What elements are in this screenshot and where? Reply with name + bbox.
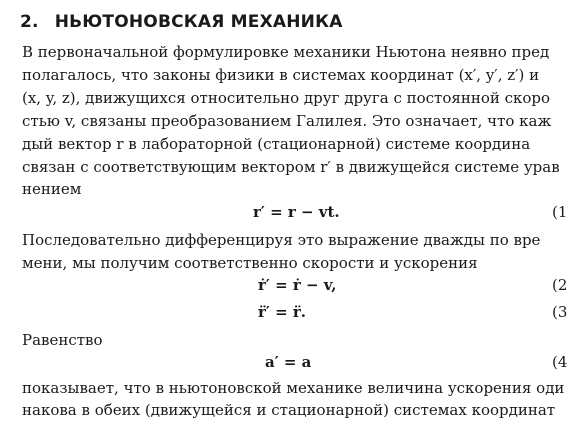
section-heading [20, 12, 343, 32]
equation-4-number: (4 [552, 353, 568, 371]
equation-1: r′ = r − vt. [253, 203, 340, 221]
equation-4: a′ = a [265, 353, 312, 371]
paragraph-line: (x, y, z), движущихся относительно друг друга с постоянной скоро [22, 89, 551, 107]
paragraph-line: стью v, связаны преобразованием Галилея. Это означает, что каж [22, 112, 552, 130]
paragraph-line: накова в обеих (движущейся и стационарной) системах координат [22, 401, 556, 419]
section-title: НЬЮТОНОВСКАЯ МЕХАНИКА [54, 12, 343, 32]
paragraph-line: связан с соответствующим вектором r′ в движущейся системе урав [22, 158, 560, 176]
paragraph-line: мени, мы получим соответственно скорости и ускорения [22, 254, 478, 272]
equation-1-number: (1 [552, 203, 568, 221]
paragraph-line: показывает, что в ньютоновской механике величина ускорения оди [22, 379, 565, 397]
paragraph-line: Равенство [22, 331, 103, 349]
equation-3-number: (3 [552, 303, 568, 321]
paragraph-line: полагалось, что законы физики в системах координат (x′, y′, z′) и [22, 66, 540, 84]
equation-2-number: (2 [552, 276, 568, 294]
equation-3: r̈′ = r̈. [258, 303, 306, 321]
paragraph-line: нением [22, 180, 82, 198]
paragraph-line: В первоначальной формулировке механики Ньютона неявно пред [22, 43, 550, 61]
paragraph-line: Последовательно дифференцируя это выражение дважды по вре [22, 231, 541, 249]
paragraph-line: дый вектор r в лабораторной (стационарной) системе координа [22, 135, 531, 153]
equation-2: ṙ′ = ṙ − v, [258, 276, 337, 294]
section-number: 2. [20, 12, 39, 32]
